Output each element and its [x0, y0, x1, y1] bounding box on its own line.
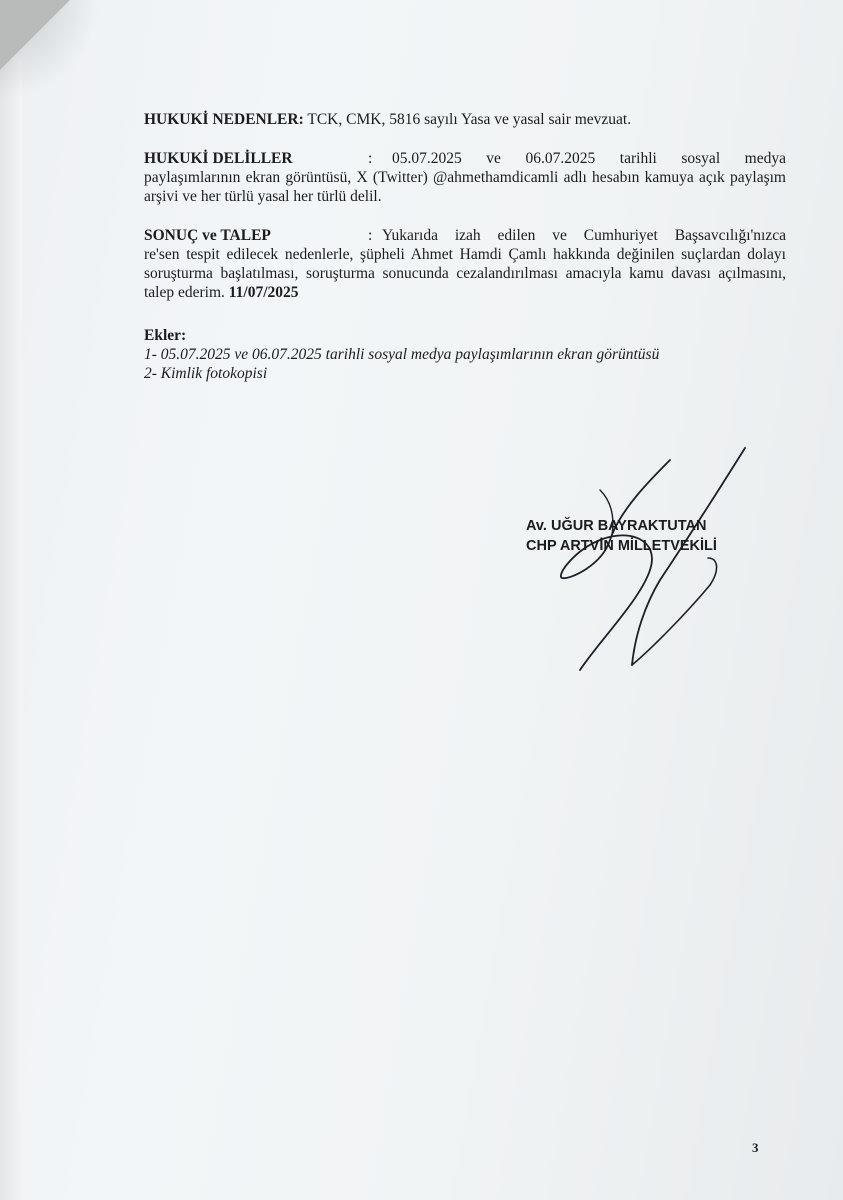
legal-evidence-text: paylaşımlarının ekran görüntüsü, X (Twitter) @ahmethamdicamli adlı hesabın kamuya açık paylaşım arşivi ve her türlü yasal her türlü delil.	[144, 169, 786, 205]
corner-fold	[0, 0, 70, 70]
legal-evidence-line1: 05.07.2025 ve 06.07.2025 tarihli sosyal medya	[392, 150, 786, 167]
conclusion-section	[144, 226, 786, 302]
page-edge-shadow	[0, 60, 22, 1200]
signatory-name: Av. UĞUR BAYRAKTUTAN	[526, 518, 707, 534]
legal-grounds-text: TCK, CMK, 5816 sayılı Yasa ve yasal sair mevzuat.	[307, 111, 632, 128]
legal-evidence-label: HUKUKİ DELİLLER	[144, 150, 293, 167]
conclusion-date: 11/07/2025	[228, 284, 299, 301]
attachment-item: 1- 05.07.2025 ve 06.07.2025 tarihli sosyal medya paylaşımlarının ekran görüntüsü	[144, 346, 660, 363]
legal-evidence-first-line	[144, 149, 786, 168]
handwritten-signature	[540, 440, 760, 680]
signatory-title: CHP ARTVİN MİLLETVEKİLİ	[526, 538, 717, 554]
conclusion-line1: Yukarıda izah edilen ve Cumhuriyet Başsavcılığı'nızca	[382, 227, 786, 244]
attachments-title: Ekler:	[144, 327, 187, 344]
legal-grounds-label: HUKUKİ NEDENLER:	[144, 111, 304, 128]
attachment-item: 2- Kimlik fotokopisi	[144, 365, 268, 382]
legal-grounds-paragraph	[144, 110, 786, 129]
legal-evidence-section	[144, 149, 786, 206]
document-body	[144, 110, 786, 383]
conclusion-rest: re'sen tespit edilecek nedenlerle, şüpheli Ahmet Hamdi Çamlı hakkında değinilen suçlardan dolayı soruşturma başlatılması, soruşturma sonucunda cezalandırılması amacıyla kamu davası açılmasını, talep ederim.	[144, 246, 786, 301]
conclusion-colon: :	[368, 227, 373, 244]
conclusion-label: SONUÇ ve TALEP	[144, 227, 271, 244]
legal-evidence-colon: :	[368, 150, 373, 167]
signature-block	[526, 516, 717, 556]
conclusion-first-line	[144, 226, 786, 245]
conclusion-text	[144, 245, 786, 302]
page-number: 3	[752, 1140, 759, 1155]
